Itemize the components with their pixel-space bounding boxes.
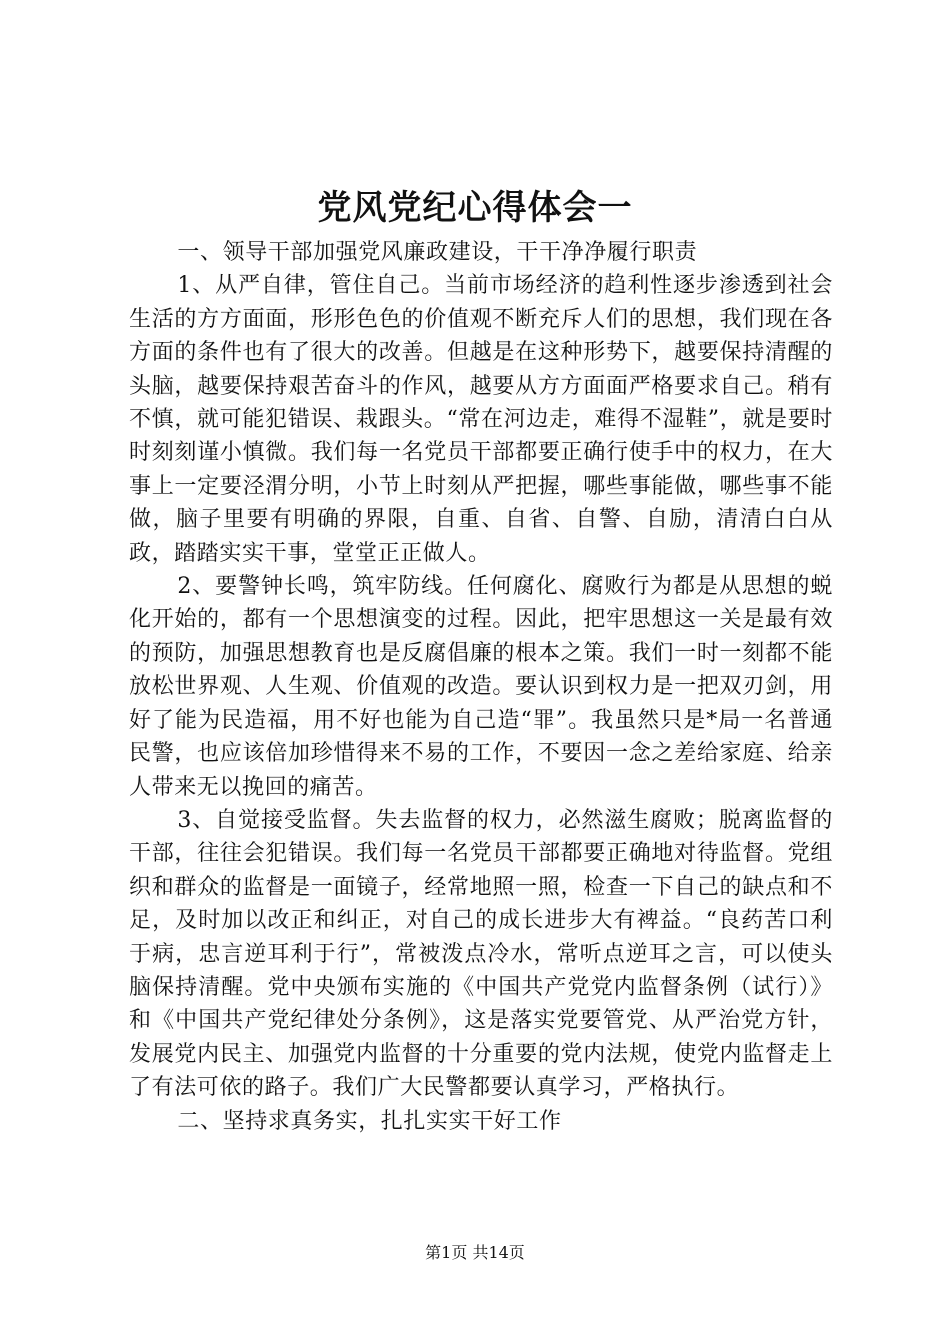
paragraph-2: 2、要警钟长鸣，筑牢防线。任何腐化、腐败行为都是从思想的蜕化开始的，都有一个思想演变的过程。因此，把牢思想这一关是最有效的预防，加强思想教育也是反腐倡廉的根本之策。我们一时一刻都不能放松世界观、人生观、价值观的改造。要认识到权力是一把双刃剑，用好了能为民造福，用不好也能为自己造“罪”。我虽然只是*局一名普通民警，也应该倍加珍惜得来不易的工作，不要因一念之差给家庭、给亲人带来无以挽回的痛苦。	[129, 574, 833, 800]
document-title: 党风党纪心得体会一	[317, 188, 633, 228]
page-footer: 第1页 共14页	[425, 1243, 525, 1262]
paragraph-1: 1、从严自律，管住自己。当前市场经济的趋利性逐步渗透到社会生活的方方面面，形形色色的价值观不断充斥人们的思想，我们现在各方面的条件也有了很大的改善。但越是在这种形势下，越要保持清醒的头脑，越要保持艰苦奋斗的作风，越要从方方面面严格要求自己。稍有不慎，就可能犯错误、栽跟头。“常在河边走，难得不湿鞋”，就是要时时刻刻谨小慎微。我们每一名党员干部都要正确行使手中的权力，在大事上一定要泾渭分明，小节上时刻从严把握，哪些事能做，哪些事不能做，脑子里要有明确的界限，自重、自省、自警、自励，清清白白从政，踏踏实实干事，堂堂正正做人。	[129, 273, 833, 566]
section-heading-1: 一、领导干部加强党风廉政建设，干干净净履行职责	[177, 240, 698, 265]
paragraph-3: 3、自觉接受监督。失去监督的权力，必然滋生腐败；脱离监督的干部，往往会犯错误。我们每一名党员干部都要正确地对待监督。党组织和群众的监督是一面镜子，经常地照一照，检查一下自己的缺点和不足，及时加以改正和纠正，对自己的成长进步大有裨益。“良药苦口利于病，忠言逆耳利于行”，常被泼点冷水，常听点逆耳之言，可以使头脑保持清醒。党中央颁布实施的《中国共产党党内监督条例（试行）》和《中国共产党纪律处分条例》，这是落实党要管党、从严治党方针，发展党内民主、加强党内监督的十分重要的党内法规，使党内监督走上了有法可依的路子。我们广大民警都要认真学习，严格执行。	[129, 807, 833, 1101]
section-heading-2: 二、坚持求真务实，扎扎实实干好工作	[177, 1108, 562, 1134]
document-body	[129, 236, 833, 1138]
